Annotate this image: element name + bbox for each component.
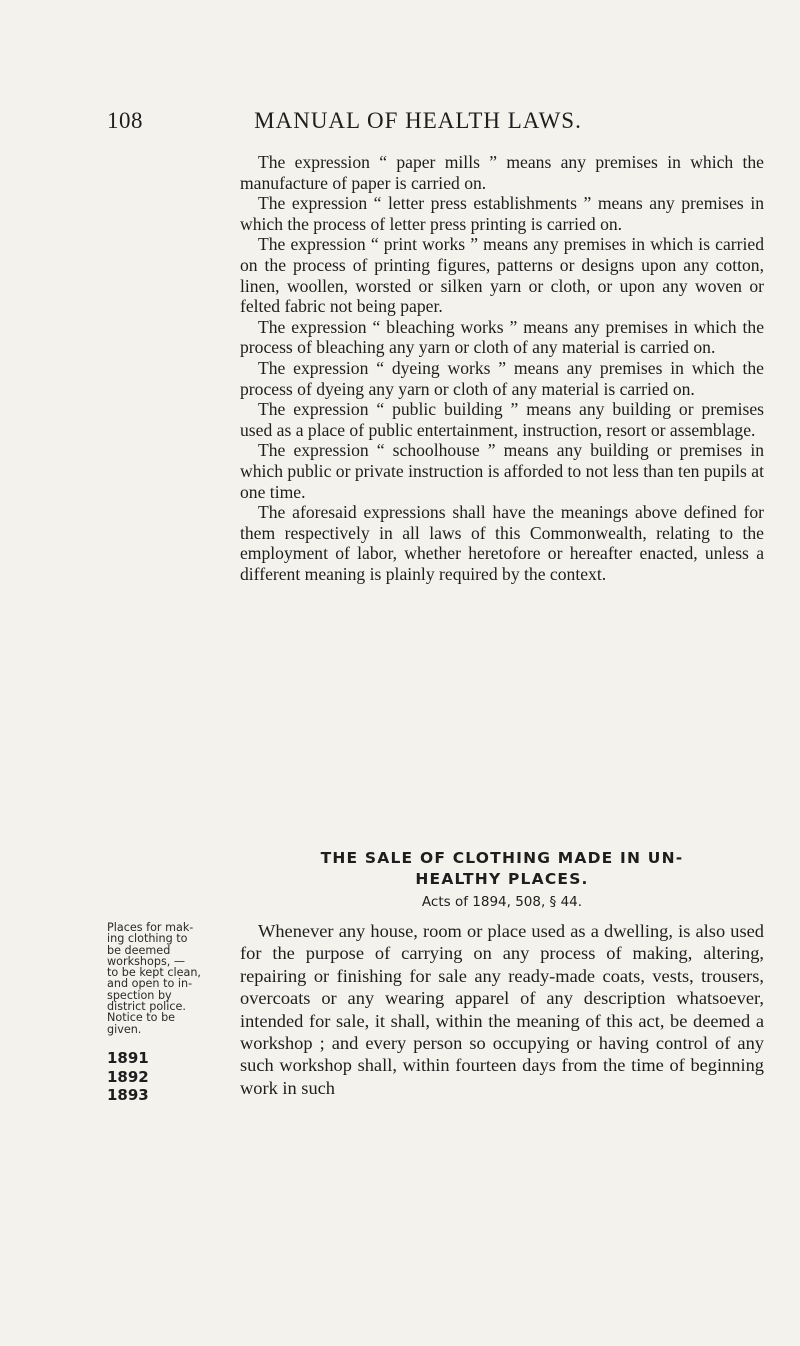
margin-note-line: be deemed (107, 943, 171, 957)
page-header (0, 108, 800, 140)
definition-scope: The aforesaid expressions shall have the meanings above defined for them respectively in all laws of this Commonwealth, relating to the employment of labor, whether heretofore or hereafter enacted, unless a different meaning is plainly required by the context. (240, 502, 764, 584)
margin-year: 1893 (107, 1086, 149, 1104)
margin-note-line: spection by (107, 988, 172, 1002)
page-number: 108 (107, 108, 143, 133)
margin-year: 1892 (107, 1067, 149, 1086)
margin-year: 1891 (107, 1049, 149, 1067)
section-title (240, 848, 764, 890)
definition-paper-mills: The expression “ paper mills ” means any premises in which the manufacture of paper is carried on. (240, 152, 764, 193)
definition-bleaching-works: The expression “ bleaching works ” means any premises in which the process of bleaching any yarn or cloth of any material is carried on. (240, 316, 764, 358)
running-head: MANUAL OF HEALTH LAWS. (254, 108, 582, 133)
definition-dyeing-works: The expression “ dyeing works ” means any premises in which the process of dyeing any yarn or cloth of any material is carried on. (240, 357, 764, 399)
section-paragraph: Whenever any house, room or place used as a dwelling, is also used for the purpose of carrying on any process of making, altering, repairing or finishing for sale any ready-made coats, vests, trousers, overcoats or any wearing apparel of any description whatsoever, intended for sale, it shall, within the meaning of this act, be deemed a workshop ; and every person so occupying or having control of any such workshop shall, within fourteen days from the time of beginning work in such (240, 921, 764, 1098)
margin-note-line: to be kept clean, (107, 966, 201, 980)
section-body (240, 920, 764, 1099)
margin-note-line: given. (107, 1022, 142, 1036)
margin-years (107, 1049, 149, 1105)
section-title-line-2: HEALTHY PLACES. (415, 870, 589, 888)
margin-note-line: district police. (107, 1000, 186, 1014)
margin-note-line: Notice to be (107, 1011, 176, 1025)
margin-note-line: and open to in- (107, 977, 193, 991)
acts-citation: Acts of 1894, 508, § 44. (421, 894, 583, 910)
definition-print-works: The expression “ print works ” means any premises in which is carried on the process of printing figures, patterns or designs upon any cotton, linen, woollen, worsted or silken yarn or cloth, or upon any woven or felted fabric not being paper. (240, 234, 764, 317)
definition-public-building: The expression “ public building ” means any building or premises used as a place of public entertainment, instruction, resort or assemblage. (240, 399, 764, 440)
margin-note-line: Places for mak- (107, 921, 194, 934)
margin-note (107, 922, 242, 1035)
definitions-block (240, 152, 764, 584)
margin-note-line: ing clothing to (107, 932, 188, 946)
section-title-line-1: THE SALE OF CLOTHING MADE IN UN- (320, 849, 684, 867)
margin-note-line: workshops, — (107, 954, 186, 968)
definition-letter-press: The expression “ letter press establishments ” means any premises in which the process of letter press printing is carried on. (240, 193, 764, 234)
definition-schoolhouse: The expression “ schoolhouse ” means any building or premises in which public or private instruction is afforded to not less than ten pupils at one time. (240, 440, 764, 502)
